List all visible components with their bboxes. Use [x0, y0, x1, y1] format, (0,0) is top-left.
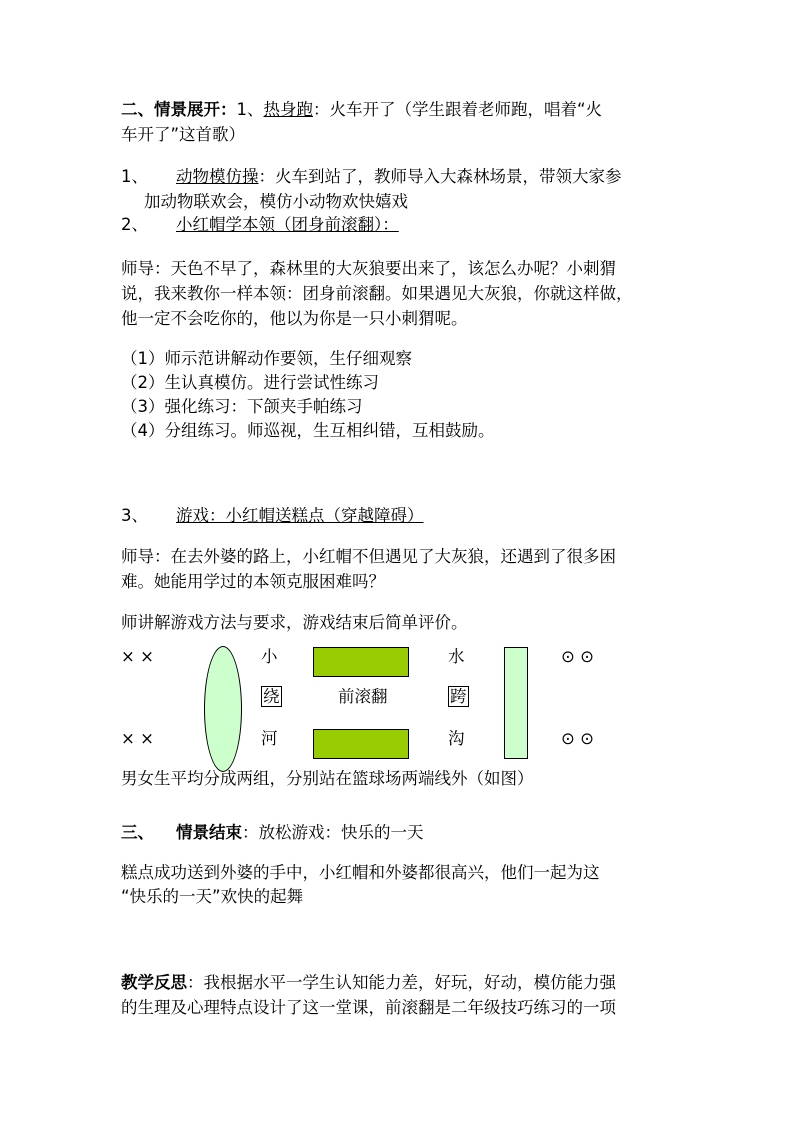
section2-item1-num: 1、 — [236, 100, 264, 119]
list-item-1-text: ：火车到站了，教师导入大森林场景，带领大家参 — [258, 167, 622, 186]
teacher-guide-2-line3: 师讲解游戏方法与要求，游戏结束后简单评价。 — [121, 613, 468, 632]
section2-item1-text: ：火车开了（学生跟着老师跑，唱着“火 — [313, 100, 603, 119]
section3-para-line1: 糕点成功送到外婆的手中，小红帽和外婆都很高兴，他们一起为这 — [121, 863, 600, 882]
crosses-bottom: × × — [121, 729, 154, 748]
list-item-2-label: 小红帽学本领（团身前滚翻） — [176, 215, 383, 234]
game-item-label: 游戏：小红帽送糕点（穿越障碍） — [176, 506, 424, 525]
green-mat-bottom — [313, 729, 409, 759]
circles-bottom: ⊙ ⊙ — [561, 729, 594, 748]
forward-roll-label: 前滚翻 — [338, 687, 388, 706]
section3-line — [121, 822, 424, 844]
ditch-obstacle — [504, 647, 528, 759]
reflection-line1 — [121, 972, 616, 994]
step-1: （1）师示范讲解动作要领，生仔细观察 — [121, 349, 412, 368]
section2-heading: 二、情景展开： — [121, 100, 237, 119]
list-item-1-cont: 加动物联欢会，模仿小动物欢快嬉戏 — [144, 192, 408, 211]
step-4: （4）分组练习。师巡视，生互相纠错，互相鼓励。 — [121, 421, 495, 440]
char-rao: 绕 — [263, 687, 280, 706]
list-item-1-label: 动物模仿操 — [176, 167, 259, 186]
teacher-guide-1-line2: 说，我来教你一样本领：团身前滚翻。如果遇见大灰狼，你就这样做， — [121, 284, 633, 303]
teacher-guide-1-line1: 师导：天色不早了，森林里的大灰狼要出来了，该怎么办呢？小刺猬 — [121, 259, 616, 278]
char-kua: 跨 — [450, 687, 467, 706]
reflection-text: ：我根据水平一学生认知能力差，好玩，好动，模仿能力强 — [187, 973, 616, 992]
char-rao-wrap — [261, 686, 282, 708]
section3-num: 三、 — [121, 823, 154, 842]
section3-heading: 情景结束 — [176, 823, 242, 842]
char-he: 河 — [261, 729, 278, 748]
step-2: （2）生认真模仿。进行尝试性练习 — [121, 373, 379, 392]
list-item-1 — [121, 166, 622, 188]
char-xiao: 小 — [261, 647, 278, 666]
reflection-heading: 教学反思 — [121, 973, 187, 992]
char-gou: 沟 — [448, 729, 465, 748]
step-3: （3）强化练习：下颌夹手帕练习 — [121, 397, 363, 416]
section3-para-line2: “快乐的一天”欢快的起舞 — [121, 887, 304, 906]
teacher-guide-1-line3: 他一定不会吃你的，他以为你是一只小刺猬呢。 — [121, 309, 468, 328]
diagram-caption: 男女生平均分成两组，分别站在篮球场两端线外（如图） — [121, 769, 534, 788]
ellipse-obstacle — [204, 646, 242, 772]
game-item — [121, 505, 424, 527]
char-shui: 水 — [448, 647, 465, 666]
list-item-2 — [121, 214, 399, 236]
game-item-num: 3、 — [121, 506, 148, 525]
green-mat-top — [313, 647, 409, 677]
section2-line — [121, 99, 602, 121]
reflection-line2: 的生理及心理特点设计了这一堂课，前滚翻是二年级技巧练习的一项 — [121, 998, 616, 1017]
list-item-2-text: ： — [382, 215, 399, 234]
section2-line-cont: 车开了”这首歌） — [121, 125, 246, 144]
circles-top: ⊙ ⊙ — [561, 647, 594, 666]
crosses-top: × × — [121, 647, 154, 666]
section2-item1-label: 热身跑 — [263, 100, 313, 119]
section3-text: ：放松游戏：快乐的一天 — [242, 823, 424, 842]
list-item-1-num: 1、 — [121, 167, 148, 186]
teacher-guide-2-line1: 师导：在去外婆的路上，小红帽不但遇见了大灰狼，还遇到了很多困 — [121, 547, 616, 566]
teacher-guide-2-line2: 难。她能用学过的本领克服困难吗？ — [121, 572, 385, 591]
char-kua-wrap — [448, 686, 469, 708]
list-item-2-num: 2、 — [121, 215, 148, 234]
